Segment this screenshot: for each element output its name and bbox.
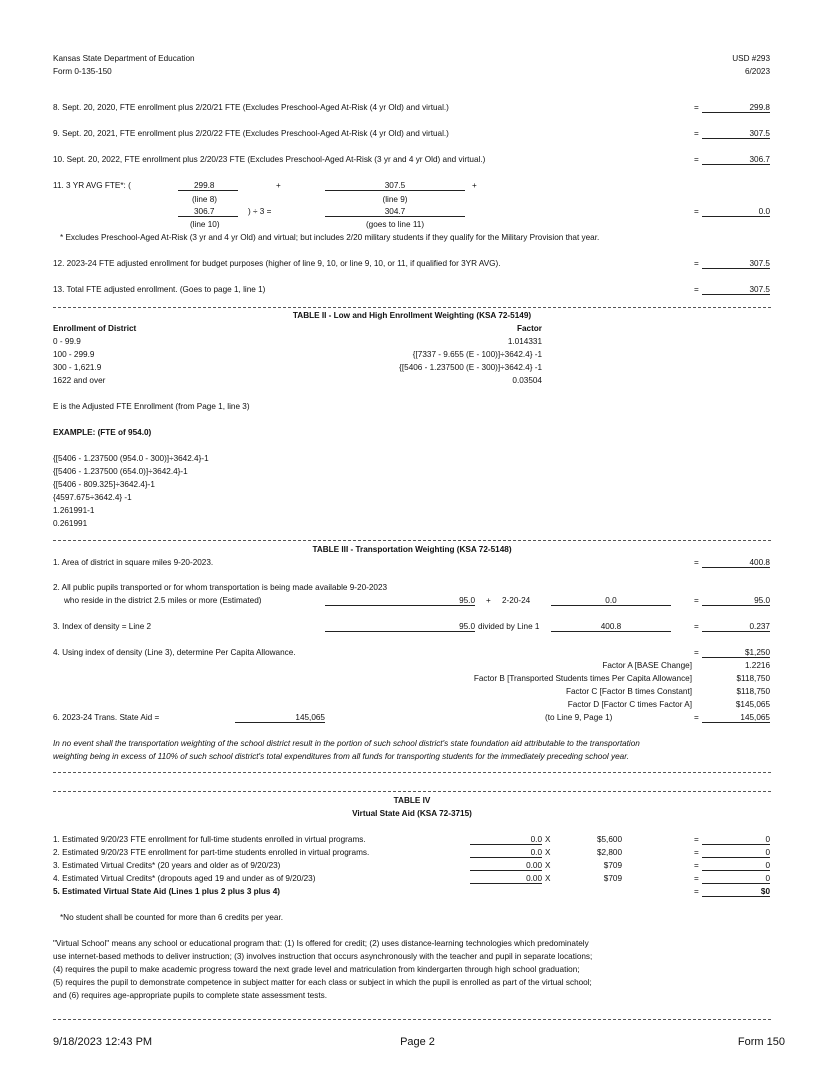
- table3-line-6-to: (to Line 9, Page 1): [545, 713, 613, 722]
- table4-row-rate: $709: [603, 874, 622, 883]
- table3-factor-label: Factor B [Transported Students times Per Capita Allowance]: [473, 674, 692, 683]
- table3-line-4-text: 4. Using index of density (Line 3), determine Per Capita Allowance.: [53, 648, 296, 657]
- line-11-div: ) ÷ 3 =: [248, 207, 272, 216]
- table3-factor-value: $118,750: [736, 687, 770, 696]
- line-11-plus2: +: [472, 181, 477, 190]
- table3-line-4-value: $1,250: [702, 648, 770, 658]
- line-12-eq: =: [694, 259, 699, 268]
- table2-title: TABLE II - Low and High Enrollment Weighting (KSA 72-5149): [292, 311, 532, 320]
- table3-line-2-value: 95.0: [702, 596, 770, 606]
- table2-row-factor: {[7337 - 9.655 (E - 100)]÷3642.4} -1: [412, 350, 542, 359]
- header-dept: Kansas State Department of Education: [53, 54, 195, 63]
- divider: [53, 307, 771, 308]
- table4-row-value: 0: [702, 874, 770, 884]
- table4-definition-line: "Virtual School" means any school or educational program that: (1) Is offered for credit; (2) uses distance-learning technologies which predominately: [53, 939, 589, 948]
- line-11-cap9: (line 9): [382, 195, 408, 204]
- line-11-avg: 304.7: [325, 207, 465, 217]
- table3-line-3-value: 0.237: [702, 622, 770, 632]
- table4-row-qty: 0.00: [470, 861, 542, 871]
- table4-row-qty: 0.00: [470, 874, 542, 884]
- table4-row-rate: $2,800: [596, 848, 622, 857]
- line-11-cap11: (goes to line 11): [365, 220, 425, 229]
- line-10-eq: =: [694, 155, 699, 164]
- table4-definition-line: and (6) requires age-appropriate pupils to complete state assessment tests.: [53, 991, 327, 1000]
- table4-row-eq: =: [694, 848, 699, 857]
- line-8-eq: =: [694, 103, 699, 112]
- table3-line-2-plus: +: [486, 596, 491, 605]
- line-10-text: 10. Sept. 20, 2022, FTE enrollment plus 2/20/23 FTE (Excludes Preschool-Aged At-Risk (3 yr and 4 yr Old) and virtual.): [53, 155, 486, 164]
- table4-row-text: 1. Estimated 9/20/23 FTE enrollment for full-time students enrolled in virtual programs.: [53, 835, 366, 844]
- table4-row-rate: $5,600: [596, 835, 622, 844]
- table4-definition-line: (4) requires the pupil to make academic progress toward the next grade level and matriculation from kindergarten through high school graduation;: [53, 965, 580, 974]
- table4-row-text: 2. Estimated 9/20/23 FTE enrollment for part-time students enrolled in virtual programs.: [53, 848, 370, 857]
- table2-example-line: 1.261991-1: [53, 506, 95, 515]
- table3-line-1-eq: =: [694, 558, 699, 567]
- line-13-text: 13. Total FTE adjusted enrollment. (Goes to page 1, line 1): [53, 285, 266, 294]
- table3-factor-label: Factor C [Factor B times Constant]: [565, 687, 692, 696]
- table2-row-range: 100 - 299.9: [53, 350, 95, 359]
- line-11-v10: 306.7: [178, 207, 238, 217]
- table3-line-2-mid: 2-20-24: [502, 596, 531, 605]
- table2-col-factor: Factor: [516, 324, 542, 333]
- table3-factor-label: Factor A [BASE Change]: [602, 661, 692, 670]
- table3-line-6-value: 145,065: [702, 713, 770, 723]
- table3-line-3-div: divided by Line 1: [478, 622, 540, 631]
- table4-row-qty: 0.0: [470, 848, 542, 858]
- table4-total-text: 5. Estimated Virtual State Aid (Lines 1 plus 2 plus 3 plus 4): [53, 887, 281, 896]
- table4-row-x: X: [545, 835, 551, 844]
- table3-line-3-v1: 95.0: [325, 622, 475, 632]
- table3-line-1-text: 1. Area of district in square miles 9-20-2023.: [53, 558, 214, 567]
- table4-row-value: 0: [702, 848, 770, 858]
- table2-example-line: {[5406 - 809.325]÷3642.4}-1: [53, 480, 155, 489]
- header-form: Form 0-135-150: [53, 67, 112, 76]
- line-12-text: 12. 2023-24 FTE adjusted enrollment for budget purposes (higher of line 9, 10, or line 9, 10, or 11, if qualified for 3YR AVG).: [53, 259, 501, 268]
- table3-line-6-v1: 145,065: [235, 713, 325, 723]
- footer-datetime: 9/18/2023 12:43 PM: [53, 1036, 153, 1048]
- table2-example-line: {[5406 - 1.237500 (654.0)]÷3642.4}-1: [53, 467, 188, 476]
- divider: [53, 540, 771, 541]
- header-date: 6/2023: [744, 67, 770, 76]
- table2-example-line: 0.261991: [53, 519, 88, 528]
- line-11-cap8: (line 8): [192, 195, 218, 204]
- line-11-cap10: (line 10): [190, 220, 220, 229]
- table4-row-x: X: [545, 874, 551, 883]
- footer-form: Form 150: [737, 1036, 785, 1048]
- table2-e-note: E is the Adjusted FTE Enrollment (from Page 1, line 3): [53, 402, 250, 411]
- line-11-eq: =: [694, 207, 699, 216]
- line-9-eq: =: [694, 129, 699, 138]
- table2-example-title: EXAMPLE: (FTE of 954.0): [53, 428, 152, 437]
- table2-row-factor: 1.014331: [507, 337, 542, 346]
- table3-line-3-eq: =: [694, 622, 699, 631]
- divider: [53, 772, 771, 773]
- line-11-note: * Excludes Preschool-Aged At-Risk (3 yr and 4 yr Old) and virtual; but includes 2/20 military students if they qualify for the Military Provision that year.: [60, 233, 600, 242]
- table2-row-range: 0 - 99.9: [53, 337, 81, 346]
- table4-title: TABLE IV: [393, 796, 431, 805]
- table4-total-value: $0: [702, 887, 770, 897]
- line-12-value: 307.5: [702, 259, 770, 269]
- table2-row-factor: {[5406 - 1.237500 (E - 300)]÷3642.4} -1: [399, 363, 542, 372]
- table4-row-x: X: [545, 861, 551, 870]
- table3-title: TABLE III - Transportation Weighting (KSA 72-5148): [312, 545, 512, 554]
- line-11-v9: 307.5: [325, 181, 465, 191]
- table3-factor-value: 1.2216: [744, 661, 770, 670]
- table3-note: weighting being in excess of 110% of such school district's total expenditures from all funds for transporting students for the immediately preceding school year.: [53, 752, 629, 761]
- table4-definition-line: use internet-based methods to deliver instruction; (3) involves instruction that occurs asynchronously with the teacher and pupil in separate locations;: [53, 952, 593, 961]
- table3-line-3-v2: 400.8: [551, 622, 671, 632]
- line-8-value: 299.8: [702, 103, 770, 113]
- line-9-text: 9. Sept. 20, 2021, FTE enrollment plus 2/20/22 FTE (Excludes Preschool-Aged At-Risk (4 yr Old) and virtual.): [53, 129, 449, 138]
- table4-row-value: 0: [702, 861, 770, 871]
- table3-factor-value: $118,750: [736, 674, 770, 683]
- table3-factor-label: Factor D [Factor C times Factor A]: [567, 700, 692, 709]
- table3-line-6-eq: =: [694, 713, 699, 722]
- line-8-text: 8. Sept. 20, 2020, FTE enrollment plus 2/20/21 FTE (Excludes Preschool-Aged At-Risk (4 yr Old) and virtual.): [53, 103, 449, 112]
- table4-subtitle: Virtual State Aid (KSA 72-3715): [352, 809, 472, 818]
- table2-row-factor: 0.03504: [512, 376, 542, 385]
- footer-page: Page 2: [400, 1036, 435, 1048]
- table2-col-enrollment: Enrollment of District: [53, 324, 137, 333]
- table3-note: In no event shall the transportation weighting of the school district result in the portion of such school district's state foundation aid attributable to the transportation: [53, 739, 640, 748]
- table3-factor-value: $145,065: [735, 700, 770, 709]
- line-11-plus1: +: [276, 181, 281, 190]
- table3-line-2-eq: =: [694, 596, 699, 605]
- divider: [53, 1019, 771, 1020]
- table3-line-4-eq: =: [694, 648, 699, 657]
- table4-total-eq: =: [694, 887, 699, 896]
- line-9-value: 307.5: [702, 129, 770, 139]
- table4-row-eq: =: [694, 861, 699, 870]
- table3-line-1-value: 400.8: [702, 558, 770, 568]
- table2-row-range: 1622 and over: [53, 376, 106, 385]
- table3-line-2-text1: 2. All public pupils transported or for whom transportation is being made available 9-20-2023: [53, 583, 388, 592]
- table4-row-value: 0: [702, 835, 770, 845]
- table3-line-6-text: 6. 2023-24 Trans. State Aid =: [53, 713, 160, 722]
- header-usd: USD #293: [732, 54, 770, 63]
- table4-row-eq: =: [694, 874, 699, 883]
- table3-line-2-v1: 95.0: [325, 596, 475, 606]
- table3-line-2-text2: who reside in the district 2.5 miles or more (Estimated): [64, 596, 262, 605]
- line-10-value: 306.7: [702, 155, 770, 165]
- line-13-value: 307.5: [702, 285, 770, 295]
- table4-row-qty: 0.0: [470, 835, 542, 845]
- table4-definition-line: (5) requires the pupil to demonstrate competence in subject matter for each class or subject in which the pupil is enrolled as part of the virtual school;: [53, 978, 592, 987]
- table3-line-2-v2: 0.0: [551, 596, 671, 606]
- table4-row-eq: =: [694, 835, 699, 844]
- table4-row-text: 3. Estimated Virtual Credits* (20 years and older as of 9/20/23): [53, 861, 281, 870]
- divider: [53, 791, 771, 792]
- line-11-value: 0.0: [702, 207, 770, 217]
- line-11-label: 11. 3 YR AVG FTE*: (: [53, 181, 131, 190]
- table4-row-text: 4. Estimated Virtual Credits* (dropouts aged 19 and under as of 9/20/23): [53, 874, 316, 883]
- table4-footnote: *No student shall be counted for more than 6 credits per year.: [60, 913, 284, 922]
- table2-example-line: {4597.675÷3642.4} -1: [53, 493, 132, 502]
- table2-row-range: 300 - 1,621.9: [53, 363, 102, 372]
- line-13-eq: =: [694, 285, 699, 294]
- table4-row-x: X: [545, 848, 551, 857]
- table4-row-rate: $709: [603, 861, 622, 870]
- line-11-v8: 299.8: [178, 181, 238, 191]
- table2-example-line: {[5406 - 1.237500 (954.0 - 300)]÷3642.4}-1: [53, 454, 209, 463]
- table3-line-3-text: 3. Index of density = Line 2: [53, 622, 152, 631]
